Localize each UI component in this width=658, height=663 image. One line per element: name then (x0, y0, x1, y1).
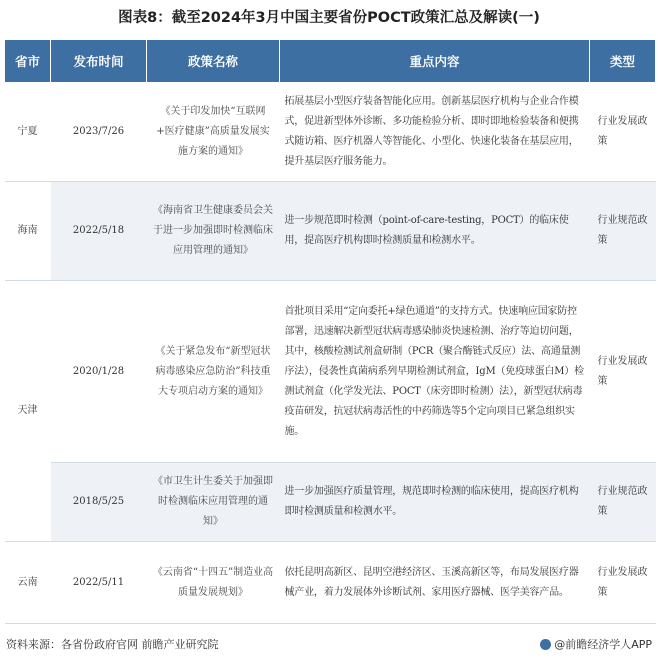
cell-province: 云南 (5, 542, 51, 624)
cell-province: 宁夏 (5, 83, 51, 182)
cell-date: 2022/5/11 (51, 542, 147, 624)
table-row (5, 182, 656, 281)
policy-table (4, 39, 656, 624)
cell-key-content: 首批项目采用“定向委托+绿色通道”的支持方式。快速响应国家防控部署，迅速解决新型冠状病毒感染肺炎快速检测、治疗等迫切问题，其中，核酸检测试剂盒研制（PCR（聚合酶链式反应）法、高通量测序法），侵袭性真菌病系列早期检测试剂盒，IgM（免疫球蛋白M）检测试剂盒（化学发光法、POCT（床旁即时检测）法），新型冠状病毒疫苗研发，抗冠状病毒活性的中药筛选等5个定向项目已紧急组织实施。 (280, 281, 590, 463)
source-note: 资料来源：各省份政府官网 前瞻产业研究院 (6, 638, 219, 651)
cell-key-content: 拓展基层小型医疗装备智能化应用。创新基层医疗机构与企业合作模式，促进新型体外诊断、多功能检验分析、即时即地检验装备和便携式随访箱、医疗机器人等智能化、小型化、快速化装备在基层应用，提升基层医疗服务能力。 (280, 83, 590, 182)
cell-policy-name: 《关于紧急发布“新型冠状病毒感染应急防治”科技重大专项启动方案的通知》 (147, 281, 280, 463)
table-row (5, 463, 656, 542)
brand-credit (540, 634, 652, 656)
cell-key-content: 依托昆明高新区、昆明空港经济区、玉溪高新区等，布局发展医疗器械产业，着力发展体外诊断试剂、家用医疗器械、医学美容产品。 (280, 542, 590, 624)
cell-date: 2020/1/28 (51, 281, 147, 463)
table-row (5, 281, 656, 463)
cell-type: 行业发展政策 (590, 542, 656, 624)
header-date: 发布时间 (51, 40, 147, 83)
footer (6, 634, 652, 656)
table-row (5, 83, 656, 182)
cell-date: 2023/7/26 (51, 83, 147, 182)
cell-policy-name: 《海南省卫生健康委员会关于进一步加强即时检测临床应用管理的通知》 (147, 182, 280, 281)
brand-label: @前瞻经济学人APP (554, 638, 652, 651)
cell-policy-name: 《关于印发加快“互联网+医疗健康”高质量发展实施方案的通知》 (147, 83, 280, 182)
table-header-row (5, 40, 656, 83)
header-policy-name: 政策名称 (147, 40, 280, 83)
chart-title: 图表8：截至2024年3月中国主要省份POCT政策汇总及解读(一) (118, 10, 540, 26)
cell-policy-name: 《云南省“十四五”制造业高质量发展规划》 (147, 542, 280, 624)
table-row (5, 542, 656, 624)
header-type: 类型 (590, 40, 656, 83)
cell-type: 行业发展政策 (590, 83, 656, 182)
cell-date: 2022/5/18 (51, 182, 147, 281)
cell-type: 行业发展政策 (590, 281, 656, 463)
cell-date: 2018/5/25 (51, 463, 147, 542)
cell-province: 天津 (5, 281, 51, 542)
brand-logo-icon (540, 639, 551, 650)
cell-type: 行业规范政策 (590, 463, 656, 542)
header-key-content: 重点内容 (280, 40, 590, 83)
cell-policy-name: 《市卫生计生委关于加强即时检测临床应用管理的通知》 (147, 463, 280, 542)
cell-province: 海南 (5, 182, 51, 281)
cell-key-content: 进一步加强医疗质量管理，规范即时检测的临床使用，提高医疗机构即时检测质量和检测水平。 (280, 463, 590, 542)
cell-key-content: 进一步规范即时检测（point-of-care-testing，POCT）的临床使用，提高医疗机构即时检测质量和检测水平。 (280, 182, 590, 281)
cell-type: 行业规范政策 (590, 182, 656, 281)
header-province: 省市 (5, 40, 51, 83)
